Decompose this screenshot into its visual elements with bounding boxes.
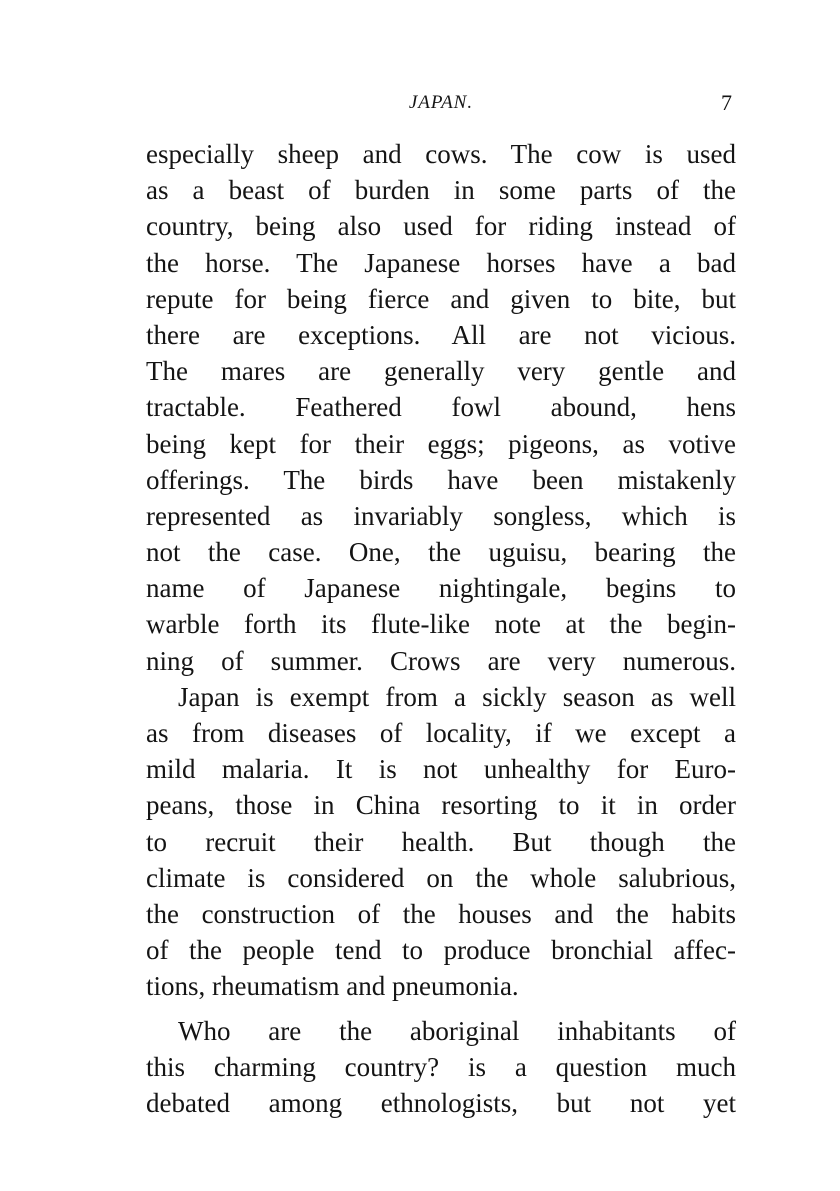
- text-line: to recruit their health. But though the: [146, 826, 736, 857]
- paragraph-3: [146, 1013, 736, 1122]
- running-title: JAPAN.: [408, 92, 474, 113]
- text-line: The mares are generally very gentle and: [146, 356, 736, 387]
- text-line: this charming country? is a question much: [146, 1051, 736, 1082]
- text-line: mild malaria. It is not unhealthy for Euro-: [146, 754, 736, 785]
- text-line: as a beast of burden in some parts of the: [146, 175, 736, 206]
- text-line: climate is considered on the whole salubrious,: [146, 862, 736, 893]
- text-line: ning of summer. Crows are very numerous.: [146, 645, 736, 676]
- text-line: of the people tend to produce bronchial affec-: [146, 935, 736, 966]
- text-line: represented as invariably songless, which is: [146, 500, 736, 531]
- text-line: the horse. The Japanese horses have a bad: [146, 247, 736, 278]
- text-line: Japan is exempt from a sickly season as well: [178, 681, 736, 712]
- text-line: country, being also used for riding instead of: [146, 211, 736, 242]
- text-line: name of Japanese nightingale, begins to: [146, 573, 736, 604]
- text-line: not the case. One, the uguisu, bearing the: [146, 537, 736, 568]
- body-text: [146, 136, 736, 1121]
- paragraph-2: [146, 679, 736, 1005]
- text-line: tractable. Feathered fowl abound, hens: [146, 392, 736, 423]
- text-line: debated among ethnologists, but not yet: [146, 1087, 736, 1118]
- text-line: there are exceptions. All are not vicious.: [146, 319, 736, 350]
- text-line: being kept for their eggs; pigeons, as votive: [146, 428, 736, 459]
- text-line: Who are the aboriginal inhabitants of: [178, 1015, 736, 1046]
- text-line: as from diseases of locality, if we except a: [146, 718, 736, 748]
- text-line: offerings. The birds have been mistakenly: [146, 464, 736, 495]
- text-line: warble forth its flute-like note at the begin-: [146, 609, 736, 640]
- text-line: peans, those in China resorting to it in order: [146, 790, 736, 821]
- paragraph-1: [146, 136, 736, 679]
- text-line: the construction of the houses and the habits: [146, 898, 736, 929]
- running-head: [146, 88, 736, 118]
- text-line: especially sheep and cows. The cow is used: [146, 139, 736, 169]
- text-line: tions, rheumatism and pneumonia.: [146, 971, 519, 1002]
- page-number: 7: [721, 90, 732, 115]
- text-line: repute for being fierce and given to bite, but: [146, 283, 736, 314]
